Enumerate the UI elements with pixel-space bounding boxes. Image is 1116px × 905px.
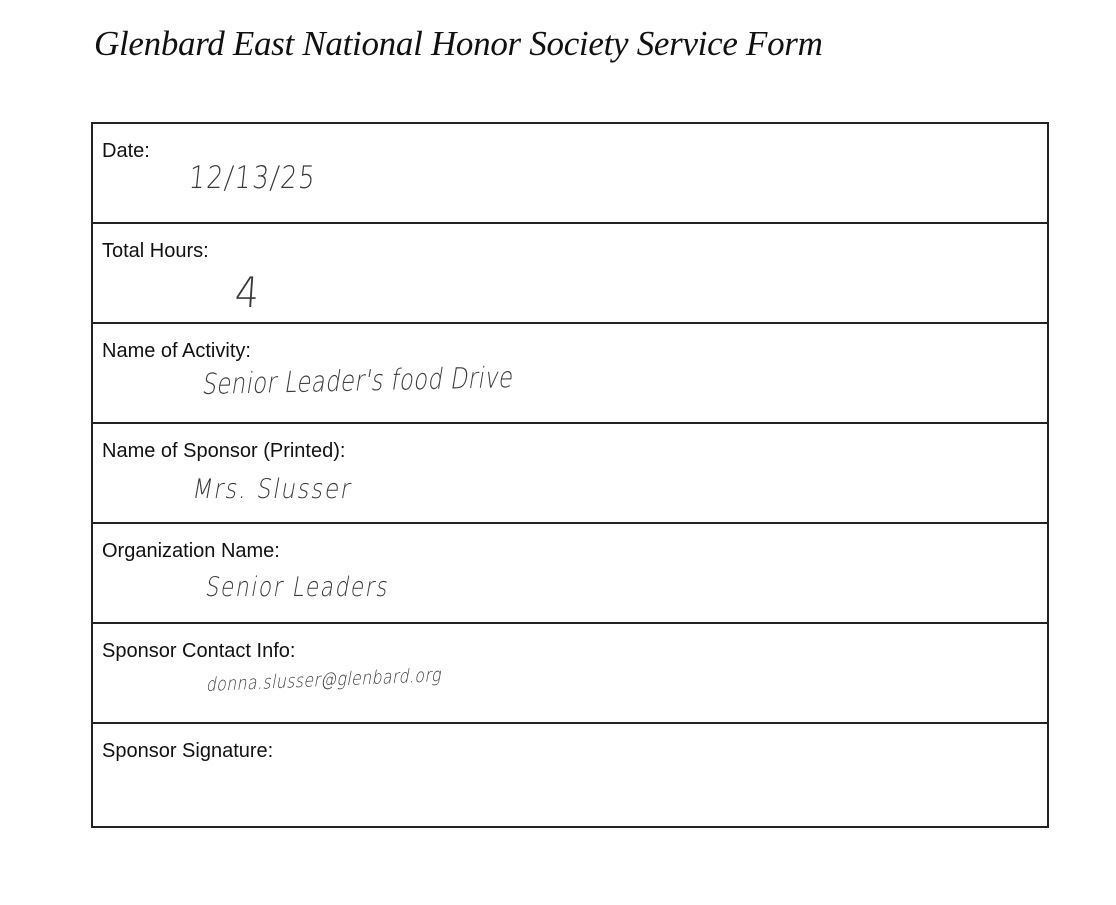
sponsor-contact-row: [93, 624, 1047, 724]
activity-name-label: Name of Activity:: [102, 340, 251, 362]
sponsor-signature-row: [93, 724, 1047, 826]
date-label: Date:: [102, 140, 150, 162]
organization-name-value[interactable]: Senior Leaders: [203, 572, 393, 603]
total-hours-value[interactable]: 4: [233, 268, 261, 317]
sponsor-name-label: Name of Sponsor (Printed):: [102, 440, 346, 462]
sponsor-name-value[interactable]: Mrs. Slusser: [190, 474, 355, 505]
organization-name-label: Organization Name:: [102, 540, 280, 562]
sponsor-signature-label: Sponsor Signature:: [102, 740, 274, 762]
sponsor-name-row: [93, 424, 1047, 524]
activity-name-row: [93, 324, 1047, 424]
total-hours-row: [93, 224, 1047, 324]
sponsor-contact-value[interactable]: donna.slusser@glenbard.org: [204, 664, 445, 696]
activity-name-value[interactable]: Senior Leader's food Drive: [200, 360, 517, 401]
total-hours-label: Total Hours:: [102, 240, 209, 262]
date-value[interactable]: 12/13/25: [187, 160, 319, 196]
organization-name-row: [93, 524, 1047, 624]
date-row: [93, 124, 1047, 224]
service-form-table: [91, 122, 1049, 828]
form-title: Glenbard East National Honor Society Service Form: [94, 24, 823, 63]
sponsor-contact-label: Sponsor Contact Info:: [102, 640, 296, 662]
